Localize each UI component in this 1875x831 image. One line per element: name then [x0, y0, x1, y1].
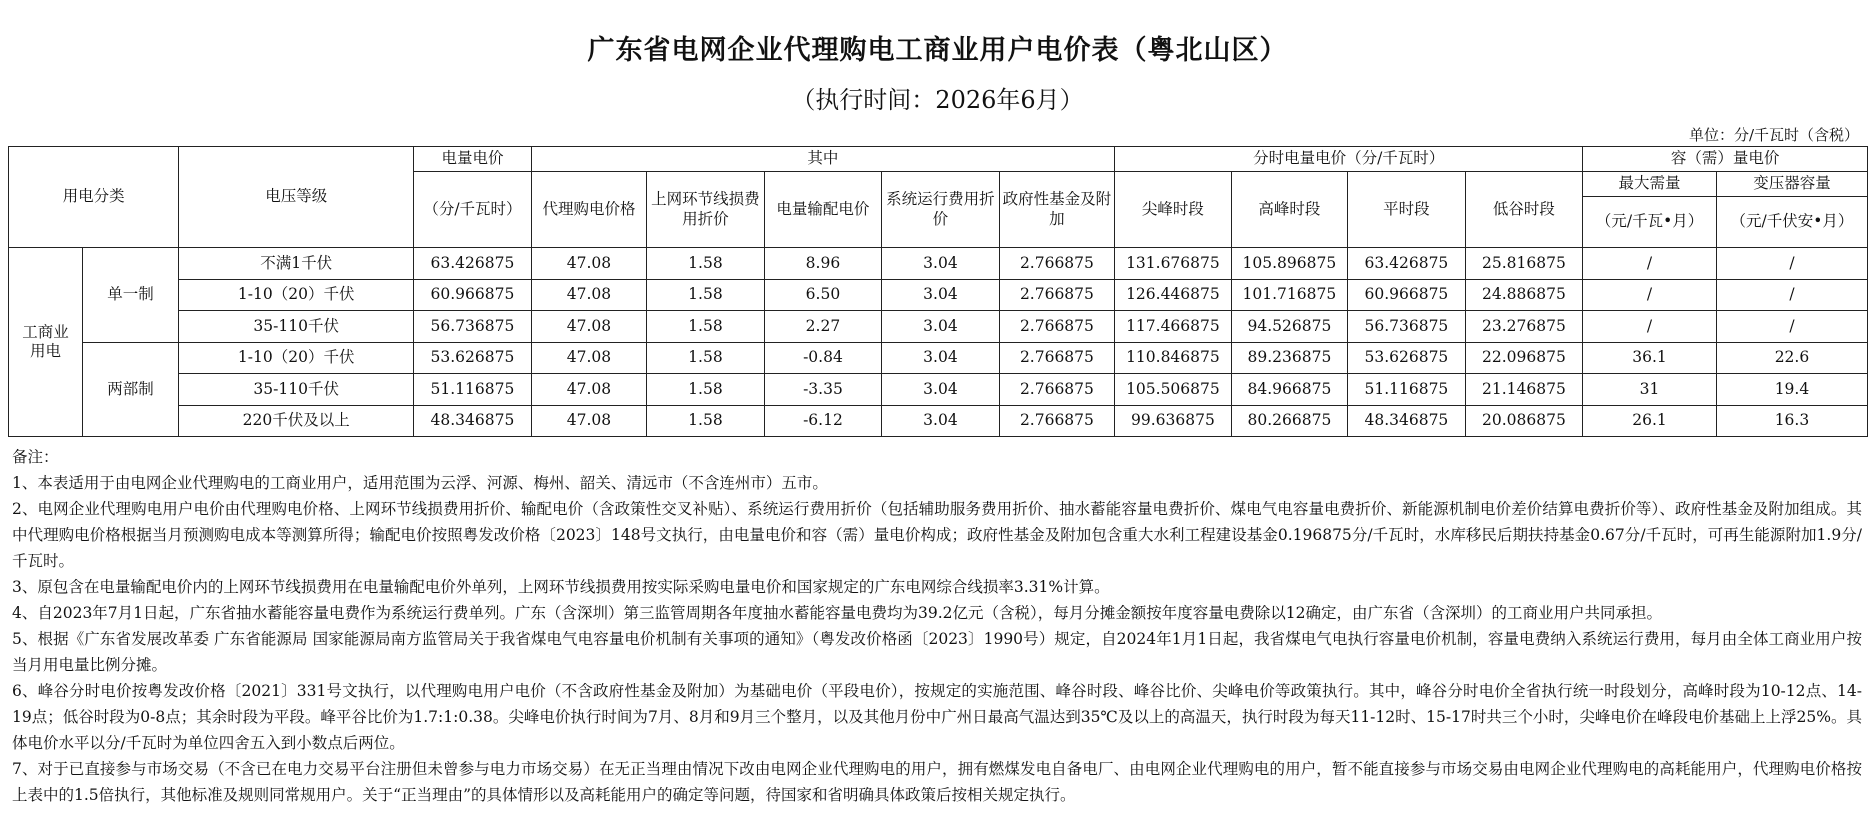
price-table — [8, 146, 1868, 437]
cell-fund: 2.766875 — [999, 279, 1114, 311]
cell-demand: / — [1583, 311, 1717, 343]
cell-peak: 80.266875 — [1231, 405, 1347, 437]
header-of-which: 其中 — [531, 147, 1114, 172]
cell-agency: 47.08 — [531, 279, 646, 311]
unit-label: 单位：分/千瓦时（含税） — [1688, 126, 1859, 144]
cell-sharp: 126.446875 — [1115, 279, 1231, 311]
cell-peak: 89.236875 — [1231, 342, 1347, 374]
cell-sharp: 105.506875 — [1115, 374, 1231, 406]
cell-demand: 36.1 — [1583, 342, 1717, 374]
cell-valley: 21.146875 — [1465, 374, 1583, 406]
subgroup-single: 单一制 — [82, 248, 178, 343]
cell-peak: 101.716875 — [1231, 279, 1347, 311]
cell-system: 3.04 — [882, 405, 1000, 437]
cell-valley: 23.276875 — [1465, 311, 1583, 343]
cell-fund: 2.766875 — [999, 342, 1114, 374]
cell-loss: 1.58 — [647, 405, 765, 437]
cell-trans: 8.96 — [764, 248, 882, 280]
note-item: 5、根据《广东省发展改革委 广东省能源局 国家能源局南方监管局关于我省煤电气电容量电价机制有关事项的通知》（粤发改价格函〔2023〕1990号）规定，自2024年1月1日起，我省煤电气电执行容量电价机制，容量电费纳入系统运行费用，每月由全体工商业用户按当月用电量比例分摊。 — [12, 630, 1862, 674]
doc-subtitle: （执行时间：2026年6月） — [791, 86, 1084, 114]
cell-transformer: / — [1716, 311, 1867, 343]
cell-energy: 60.966875 — [414, 279, 532, 311]
cell-flat: 51.116875 — [1348, 374, 1466, 406]
header-peak: 高峰时段 — [1231, 172, 1347, 248]
cell-voltage: 1-10（20）千伏 — [179, 342, 414, 374]
cell-loss: 1.58 — [647, 311, 765, 343]
notes-heading: 备注： — [12, 448, 59, 466]
note-item: 1、本表适用于由电网企业代理购电的工商业用户，适用范围为云浮、河源、梅州、韶关、清远市（不含连州市）五市。 — [12, 474, 828, 492]
cell-voltage: 不满1千伏 — [179, 248, 414, 280]
doc-title: 广东省电网企业代理购电工商业用户电价表（粤北山区） — [587, 35, 1288, 66]
header-flat: 平时段 — [1348, 172, 1466, 248]
cell-voltage: 1-10（20）千伏 — [179, 279, 414, 311]
cell-voltage: 220千伏及以上 — [179, 405, 414, 437]
cell-transformer: 19.4 — [1716, 374, 1867, 406]
header-max-demand: 最大需量 — [1583, 172, 1717, 197]
cell-flat: 60.966875 — [1348, 279, 1466, 311]
note-item: 2、电网企业代理购电用户电价由代理购电价格、上网环节线损费用折价、输配电价（含政策性交叉补贴）、系统运行费用折价（包括辅助服务费用折价、抽水蓄能容量电费折价、煤电气电容量电费折价、新能源机制电价差价结算电费折价等）、政府性基金及附加组成。其中代理购电价格根据当月预测购电成本等测算所得；输配电价按照粤发改价格〔2023〕148号文执行，由电量电价和容（需）量电价构成；政府性基金及附加包含重大水利工程建设基金0.196875分/千瓦时，水库移民后期扶持基金0.67分/千瓦时，可再生能源附加1.9分/千瓦时。 — [12, 500, 1862, 570]
subgroup-two-part: 两部制 — [82, 342, 178, 437]
header-transformer-unit: （元/千伏安•月） — [1716, 197, 1867, 248]
header-transmission-price: 电量输配电价 — [764, 172, 882, 248]
header-gov-fund: 政府性基金及附加 — [999, 172, 1114, 248]
cell-trans: -0.84 — [764, 342, 882, 374]
cell-system: 3.04 — [882, 311, 1000, 343]
header-category: 用电分类 — [9, 147, 179, 248]
cell-trans: -3.35 — [764, 374, 882, 406]
cell-system: 3.04 — [882, 374, 1000, 406]
cell-valley: 25.816875 — [1465, 248, 1583, 280]
table-row — [9, 248, 1868, 280]
cell-voltage: 35-110千伏 — [179, 311, 414, 343]
cell-valley: 22.096875 — [1465, 342, 1583, 374]
cell-demand: / — [1583, 248, 1717, 280]
cell-trans: 6.50 — [764, 279, 882, 311]
note-item: 6、峰谷分时电价按粤发改价格〔2021〕331号文执行，以代理购电用户电价（不含政府性基金及附加）为基础电价（平段电价），按规定的实施范围、峰谷时段、峰谷比价、尖峰电价等政策执行。其中，峰谷分时电价全省执行统一时段划分，高峰时段为10-12点、14-19点；低谷时段为0-8点；其余时段为平段。峰平谷比价为1.7:1:0.38。尖峰电价执行时间为7月、8月和9月三个整月，以及其他月份中广州日最高气温达到35℃及以上的高温天，执行时段为每天11-12时、15-17时共三个小时，尖峰电价在峰段电价基础上上浮25%。具体电价水平以分/千瓦时为单位四舍五入到小数点后两位。 — [12, 682, 1862, 752]
cell-flat: 63.426875 — [1348, 248, 1466, 280]
cell-valley: 24.886875 — [1465, 279, 1583, 311]
header-loss-price: 上网环节线损费用折价 — [647, 172, 765, 248]
cell-trans: 2.27 — [764, 311, 882, 343]
cell-voltage: 35-110千伏 — [179, 374, 414, 406]
cell-fund: 2.766875 — [999, 374, 1114, 406]
header-voltage: 电压等级 — [179, 147, 414, 248]
cell-fund: 2.766875 — [999, 311, 1114, 343]
header-energy-price: 电量电价 — [414, 147, 532, 172]
header-valley: 低谷时段 — [1465, 172, 1583, 248]
cell-transformer: 22.6 — [1716, 342, 1867, 374]
cell-valley: 20.086875 — [1465, 405, 1583, 437]
cell-loss: 1.58 — [647, 279, 765, 311]
cell-transformer: 16.3 — [1716, 405, 1867, 437]
cell-loss: 1.58 — [647, 248, 765, 280]
cell-peak: 94.526875 — [1231, 311, 1347, 343]
note-item: 3、原包含在电量输配电价内的上网环节线损费用在电量输配电价外单列，上网环节线损费用按实际采购电量电价和国家规定的广东电网综合线损率3.31%计算。 — [12, 578, 1110, 596]
cell-transformer: / — [1716, 279, 1867, 311]
header-max-demand-unit: （元/千瓦•月） — [1583, 197, 1717, 248]
cell-transformer: / — [1716, 248, 1867, 280]
cell-system: 3.04 — [882, 248, 1000, 280]
header-agency-price: 代理购电价格 — [531, 172, 646, 248]
cell-agency: 47.08 — [531, 311, 646, 343]
header-transformer: 变压器容量 — [1716, 172, 1867, 197]
cell-system: 3.04 — [882, 279, 1000, 311]
cell-trans: -6.12 — [764, 405, 882, 437]
cell-loss: 1.58 — [647, 374, 765, 406]
cell-agency: 47.08 — [531, 374, 646, 406]
header-capacity-group: 容（需）量电价 — [1583, 147, 1868, 172]
header-energy-price-unit: （分/千瓦时） — [414, 172, 532, 248]
cell-energy: 51.116875 — [414, 374, 532, 406]
cell-sharp: 99.636875 — [1115, 405, 1231, 437]
cell-peak: 105.896875 — [1231, 248, 1347, 280]
cell-energy: 56.736875 — [414, 311, 532, 343]
group-label: 工商业用电 — [9, 248, 83, 437]
cell-energy: 48.346875 — [414, 405, 532, 437]
note-item: 7、对于已直接参与市场交易（不含已在电力交易平台注册但未曾参与电力市场交易）在无正当理由情况下改由电网企业代理购电的用户，拥有燃煤发电自备电厂、由电网企业代理购电的用户，暂不能直接参与市场交易由电网企业代理购电的高耗能用户，代理购电价格按上表中的1.5倍执行，其他标准及规则同常规用户。关于“正当理由”的具体情形以及高耗能用户的确定等问题，待国家和省明确具体政策后按相关规定执行。 — [12, 760, 1862, 804]
note-item: 4、自2023年7月1日起，广东省抽水蓄能容量电费作为系统运行费单列。广东（含深圳）第三监管周期各年度抽水蓄能容量电费均为39.2亿元（含税），每月分摊金额按年度容量电费除以12确定，由广东省（含深圳）的工商业用户共同承担。 — [12, 604, 1663, 622]
header-tou-group: 分时电量电价（分/千瓦时） — [1115, 147, 1583, 172]
cell-demand: 26.1 — [1583, 405, 1717, 437]
cell-fund: 2.766875 — [999, 248, 1114, 280]
cell-flat: 48.346875 — [1348, 405, 1466, 437]
cell-agency: 47.08 — [531, 405, 646, 437]
header-system-cost: 系统运行费用折价 — [882, 172, 1000, 248]
table-row — [9, 279, 1868, 311]
cell-sharp: 110.846875 — [1115, 342, 1231, 374]
cell-flat: 56.736875 — [1348, 311, 1466, 343]
header-sharp-peak: 尖峰时段 — [1115, 172, 1231, 248]
cell-energy: 63.426875 — [414, 248, 532, 280]
cell-loss: 1.58 — [647, 342, 765, 374]
cell-fund: 2.766875 — [999, 405, 1114, 437]
table-row — [9, 374, 1868, 406]
cell-flat: 53.626875 — [1348, 342, 1466, 374]
cell-demand: 31 — [1583, 374, 1717, 406]
table-row — [9, 342, 1868, 374]
cell-system: 3.04 — [882, 342, 1000, 374]
notes-section — [12, 444, 1862, 808]
cell-sharp: 117.466875 — [1115, 311, 1231, 343]
cell-agency: 47.08 — [531, 342, 646, 374]
cell-demand: / — [1583, 279, 1717, 311]
cell-energy: 53.626875 — [414, 342, 532, 374]
table-row — [9, 311, 1868, 343]
header-row-1 — [9, 147, 1868, 172]
cell-sharp: 131.676875 — [1115, 248, 1231, 280]
table-row — [9, 405, 1868, 437]
cell-agency: 47.08 — [531, 248, 646, 280]
cell-peak: 84.966875 — [1231, 374, 1347, 406]
